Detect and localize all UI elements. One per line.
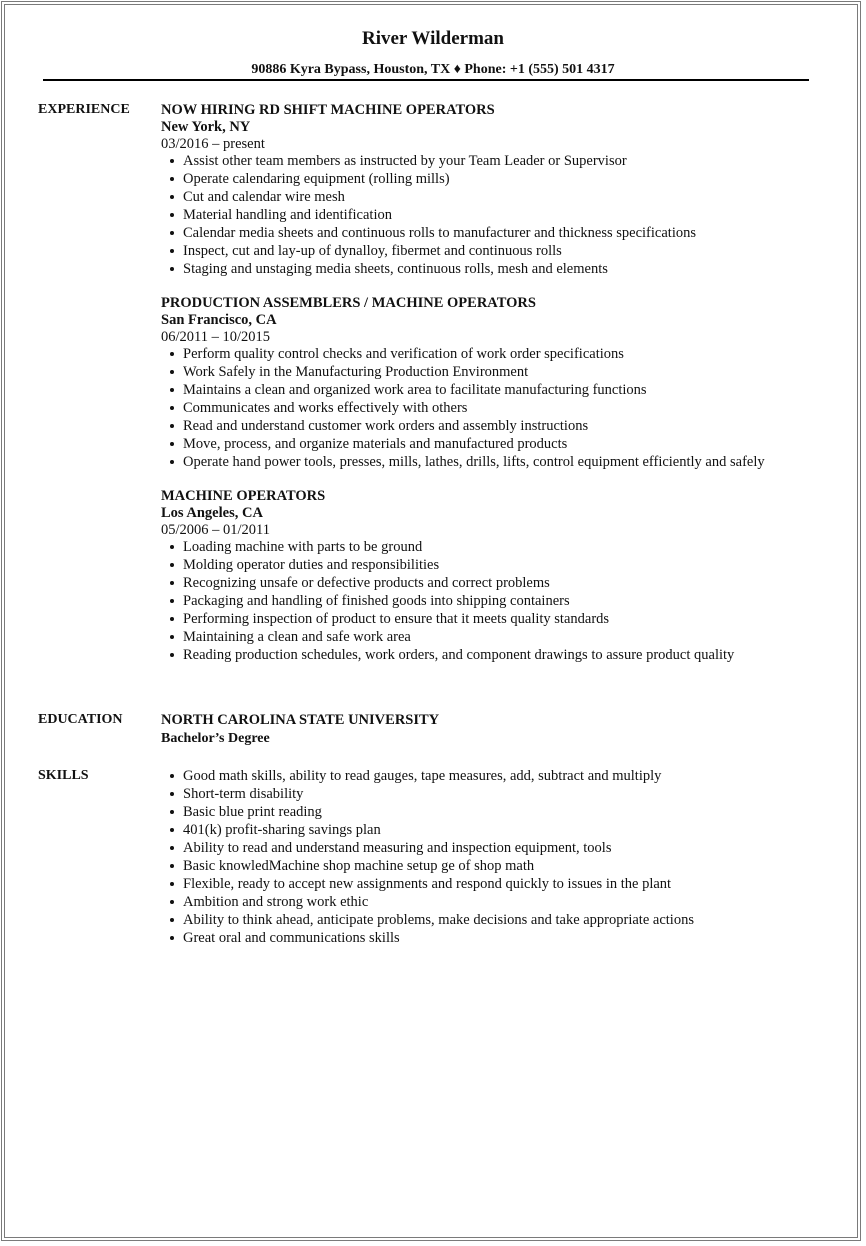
bullet-text: Material handling and identification <box>183 207 392 223</box>
bullet-icon <box>170 406 174 410</box>
bullet-icon <box>170 249 174 253</box>
bullet-icon <box>170 882 174 886</box>
bullet-item <box>161 363 821 381</box>
bullet-icon <box>170 864 174 868</box>
bullet-icon <box>170 545 174 549</box>
skill-text: Ability to think ahead, anticipate problems, make decisions and take appropriate actions <box>183 912 694 928</box>
bullet-icon <box>170 617 174 621</box>
skill-item <box>161 893 821 911</box>
skill-item <box>161 929 821 947</box>
bullet-item <box>161 188 821 206</box>
bullet-item <box>161 206 821 224</box>
bullet-icon <box>170 177 174 181</box>
job-title: PRODUCTION ASSEMBLERS / MACHINE OPERATORS <box>161 295 536 311</box>
skills-body <box>161 767 821 947</box>
bullet-icon <box>170 231 174 235</box>
bullet-item <box>161 646 821 664</box>
job-entry <box>161 294 821 471</box>
education-body <box>161 711 821 749</box>
bullet-item <box>161 610 821 628</box>
resume-name: River Wilderman <box>362 28 504 49</box>
bullet-text: Packaging and handling of finished goods into shipping containers <box>183 593 570 609</box>
bullet-item <box>161 381 821 399</box>
bullet-icon <box>170 159 174 163</box>
bullet-icon <box>170 213 174 217</box>
bullet-icon <box>170 424 174 428</box>
bullet-item <box>161 435 821 453</box>
skill-text: Great oral and communications skills <box>183 930 400 946</box>
bullet-icon <box>170 460 174 464</box>
bullet-icon <box>170 599 174 603</box>
skill-item <box>161 767 821 785</box>
bullet-icon <box>170 563 174 567</box>
education-degree: Bachelor’s Degree <box>161 731 270 746</box>
bullet-icon <box>170 792 174 796</box>
skill-text: 401(k) profit-sharing savings plan <box>183 822 381 838</box>
skill-item <box>161 875 821 893</box>
bullet-text: Loading machine with parts to be ground <box>183 539 423 555</box>
bullet-icon <box>170 900 174 904</box>
bullet-item <box>161 170 821 188</box>
job-location: New York, NY <box>161 119 251 135</box>
bullet-item <box>161 556 821 574</box>
bullet-item <box>161 399 821 417</box>
bullet-icon <box>170 442 174 446</box>
skill-item <box>161 911 821 929</box>
bullet-item <box>161 152 821 170</box>
bullet-item <box>161 260 821 278</box>
bullet-item <box>161 574 821 592</box>
bullet-text: Recognizing unsafe or defective products and correct problems <box>183 575 550 591</box>
bullet-text: Inspect, cut and lay-up of dynalloy, fibermet and continuous rolls <box>183 243 562 259</box>
skills-list <box>161 767 821 947</box>
bullet-icon <box>170 846 174 850</box>
job-bullets <box>161 152 821 278</box>
bullet-item <box>161 224 821 242</box>
bullet-text: Reading production schedules, work orders, and component drawings to assure product quality <box>183 647 735 663</box>
bullet-text: Performing inspection of product to ensure that it meets quality standards <box>183 611 610 627</box>
bullet-item <box>161 538 821 556</box>
job-title: NOW HIRING RD SHIFT MACHINE OPERATORS <box>161 102 495 118</box>
skill-item <box>161 803 821 821</box>
bullet-icon <box>170 370 174 374</box>
bullet-text: Calendar media sheets and continuous rolls to manufacturer and thickness specifications <box>183 225 696 241</box>
bullet-text: Cut and calendar wire mesh <box>183 189 345 205</box>
bullet-item <box>161 628 821 646</box>
job-dates: 05/2006 – 01/2011 <box>161 522 271 538</box>
job-location: San Francisco, CA <box>161 312 277 328</box>
bullet-icon <box>170 267 174 271</box>
bullet-item <box>161 592 821 610</box>
bullet-text: Assist other team members as instructed by your Team Leader or Supervisor <box>183 153 627 169</box>
bullet-text: Perform quality control checks and verification of work order specifications <box>183 346 624 362</box>
experience-body <box>161 101 821 680</box>
bullet-icon <box>170 195 174 199</box>
bullet-icon <box>170 581 174 585</box>
skill-text: Ambition and strong work ethic <box>183 894 369 910</box>
header-divider <box>43 79 809 81</box>
skill-item <box>161 839 821 857</box>
skill-text: Ability to read and understand measuring and inspection equipment, tools <box>183 840 612 856</box>
skill-item <box>161 857 821 875</box>
bullet-item <box>161 242 821 260</box>
bullet-icon <box>170 352 174 356</box>
bullet-text: Work Safely in the Manufacturing Production Environment <box>183 364 529 380</box>
bullet-icon <box>170 635 174 639</box>
job-bullets <box>161 538 821 664</box>
bullet-icon <box>170 810 174 814</box>
bullet-text: Communicates and works effectively with others <box>183 400 468 416</box>
job-location: Los Angeles, CA <box>161 505 263 521</box>
bullet-text: Maintains a clean and organized work area to facilitate manufacturing functions <box>183 382 647 398</box>
skill-item <box>161 821 821 839</box>
bullet-icon <box>170 828 174 832</box>
bullet-text: Maintaining a clean and safe work area <box>183 629 411 645</box>
bullet-item <box>161 345 821 363</box>
bullet-text: Operate hand power tools, presses, mills, lathes, drills, lifts, control equipment efficiently and safely <box>183 454 765 470</box>
bullet-item <box>161 417 821 435</box>
section-label-education: EDUCATION <box>38 712 123 727</box>
bullet-text: Operate calendaring equipment (rolling mills) <box>183 171 450 187</box>
contact-line: 90886 Kyra Bypass, Houston, TX ♦ Phone: +1 (555) 501 4317 <box>251 62 615 77</box>
skill-text: Basic blue print reading <box>183 804 322 820</box>
bullet-text: Move, process, and organize materials and manufactured products <box>183 436 568 452</box>
skill-text: Flexible, ready to accept new assignments and respond quickly to issues in the plant <box>183 876 672 892</box>
bullet-icon <box>170 918 174 922</box>
bullet-icon <box>170 936 174 940</box>
bullet-text: Molding operator duties and responsibilities <box>183 557 440 573</box>
skill-text: Good math skills, ability to read gauges, tape measures, add, subtract and multiply <box>183 768 662 784</box>
education-school: NORTH CAROLINA STATE UNIVERSITY <box>161 712 440 728</box>
skill-text: Basic knowledMachine shop machine setup ge of shop math <box>183 858 535 874</box>
section-label-experience: EXPERIENCE <box>38 102 130 117</box>
bullet-item <box>161 453 821 471</box>
job-bullets <box>161 345 821 471</box>
bullet-icon <box>170 774 174 778</box>
job-entry <box>161 101 821 278</box>
job-dates: 06/2011 – 10/2015 <box>161 329 271 345</box>
job-dates: 03/2016 – present <box>161 136 265 152</box>
bullet-text: Staging and unstaging media sheets, continuous rolls, mesh and elements <box>183 261 608 277</box>
skill-text: Short-term disability <box>183 786 304 802</box>
bullet-text: Read and understand customer work orders and assembly instructions <box>183 418 589 434</box>
bullet-icon <box>170 388 174 392</box>
skill-item <box>161 785 821 803</box>
section-label-skills: SKILLS <box>38 768 89 783</box>
bullet-icon <box>170 653 174 657</box>
job-entry <box>161 487 821 664</box>
job-title: MACHINE OPERATORS <box>161 488 326 504</box>
